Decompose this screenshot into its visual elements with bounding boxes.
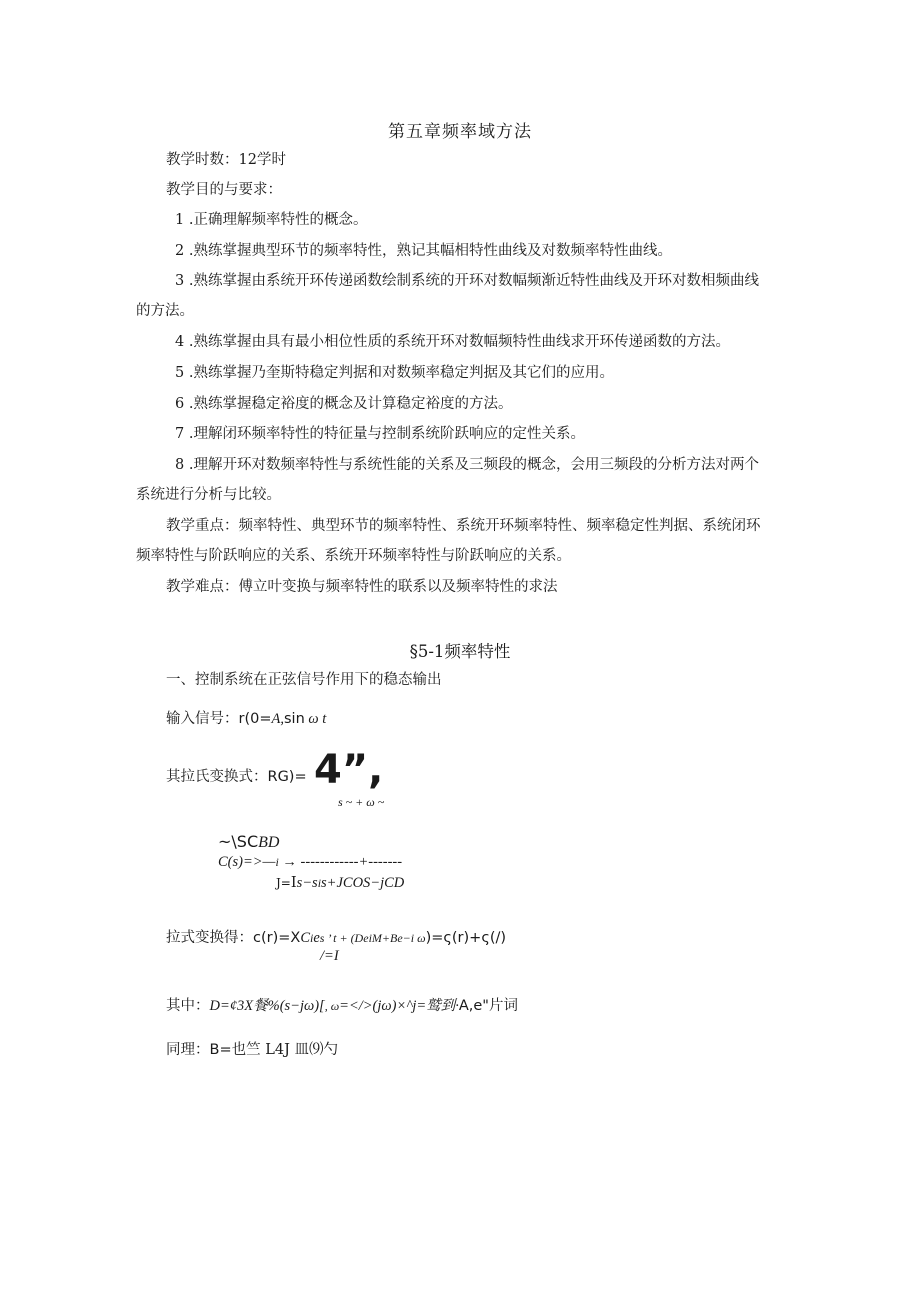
goal-item: 8 .理解开环对数频率特性与系统性能的关系及三频段的概念，会用三频段的分析方法对两个 bbox=[175, 457, 759, 473]
goal-item: 5 .熟练掌握乃奎斯特稳定判据和对数频率稳定判据及其它们的应用。 bbox=[175, 365, 614, 381]
goal-item: 4 .熟练掌握由具有最小相位性质的系统开环对数幅频特性曲线求开环传递函数的方法。 bbox=[175, 334, 730, 350]
laplace-line bbox=[166, 767, 307, 787]
where-d: A,e" bbox=[458, 998, 489, 1014]
eq-bot-b: I bbox=[290, 875, 297, 891]
input-expr-wt: ω t bbox=[304, 711, 327, 727]
eq-mid-a: C(s)=>— bbox=[218, 854, 276, 870]
key-points-continued: 频率特性与阶跃响应的关系、系统开环频率特性与阶跃响应的关系。 bbox=[136, 548, 571, 564]
eq-top-b: BD bbox=[258, 834, 280, 851]
inverse-laplace-line bbox=[166, 928, 506, 948]
teaching-hours: 教学时数：12学时 bbox=[166, 152, 286, 168]
laplace-expr: RG)= bbox=[267, 769, 307, 785]
laplace-numerator: 4”, bbox=[314, 747, 384, 793]
inverse-b: C bbox=[300, 930, 311, 946]
input-expr-sin: sin bbox=[283, 711, 305, 727]
eq-bot-a: J= bbox=[276, 876, 291, 890]
eq-mid bbox=[218, 852, 402, 872]
eq-bot-e: s+JCOS−jCD bbox=[321, 875, 405, 891]
eq-bottom bbox=[276, 873, 404, 893]
laplace-denominator: s ~ + ω ~ bbox=[338, 795, 385, 809]
inverse-sum-index: /=I bbox=[320, 948, 339, 964]
inverse-h: −i ω bbox=[402, 931, 426, 945]
same-label: 同理： bbox=[166, 1042, 210, 1058]
where-a: D=¢3X餐%(s−jω)[ bbox=[209, 998, 325, 1014]
section-title: §5-1频率特性 bbox=[409, 642, 511, 661]
laplace-label: 其拉氏变换式： bbox=[166, 769, 268, 785]
eq-bot-d: i bbox=[317, 876, 322, 890]
chapter-title: 第五章频率域方法 bbox=[388, 122, 532, 142]
input-label: 输入信号： bbox=[166, 711, 239, 727]
goal-item: 1 .正确理解频率特性的概念。 bbox=[175, 212, 368, 228]
input-expr-amp: A, bbox=[271, 711, 284, 727]
goal-item: 7 .理解闭环频率特性的特征量与控制系统阶跃响应的定性关系。 bbox=[175, 426, 585, 442]
goal-item-continued: 的方法。 bbox=[136, 303, 194, 319]
where-c: =</>(jω)×^j=鹫到· bbox=[339, 998, 459, 1014]
subsection-heading: 一、控制系统在正弦信号作用下的稳态输出 bbox=[166, 672, 442, 688]
where-b: , ω bbox=[324, 999, 340, 1013]
same-b: 也竺 L4J 皿⑼勺 bbox=[231, 1042, 338, 1058]
inverse-d: e bbox=[313, 930, 320, 946]
inverse-a: c(r)=X bbox=[253, 930, 301, 946]
difficulty: 教学难点：傅立叶变换与频率特性的联系以及频率特性的求法 bbox=[166, 579, 558, 595]
goal-item: 2 .熟练掌握典型环节的频率特性，熟记其幅相特性曲线及对数频率特性曲线。 bbox=[175, 243, 672, 259]
where-label: 其中： bbox=[166, 998, 210, 1014]
goal-item-continued: 系统进行分析与比较。 bbox=[136, 487, 281, 503]
goals-heading: 教学目的与要求： bbox=[166, 182, 282, 198]
eq-top bbox=[218, 832, 279, 853]
inverse-c: i bbox=[310, 931, 314, 945]
same-a: B= bbox=[209, 1042, 232, 1058]
inverse-label: 拉式变换得： bbox=[166, 930, 253, 946]
eq-mid-b: i bbox=[275, 855, 279, 869]
eq-top-a: ~\SC bbox=[218, 832, 259, 851]
key-points: 教学重点：频率特性、典型环节的频率特性、系统开环频率特性、频率稳定性判据、系统闭环 bbox=[166, 518, 761, 534]
input-signal-line bbox=[166, 709, 326, 729]
goal-item: 6 .熟练掌握稳定裕度的概念及计算稳定裕度的方法。 bbox=[175, 396, 513, 412]
inverse-f: iM bbox=[368, 931, 382, 945]
where-e: 片词 bbox=[488, 998, 518, 1014]
inverse-g: +Be bbox=[381, 931, 403, 945]
eq-mid-c: → ------------+------- bbox=[278, 854, 403, 870]
input-expr: r(0= bbox=[238, 711, 272, 727]
goal-item: 3 .熟练掌握由系统开环传递函数绘制系统的开环对数幅频渐近特性曲线及开环对数相频曲线 bbox=[175, 273, 759, 289]
inverse-e: s ’ t + (De bbox=[319, 931, 369, 945]
same-line bbox=[166, 1040, 338, 1060]
where-line bbox=[166, 996, 518, 1016]
inverse-i: )=ς(r)+ς(∕) bbox=[425, 930, 507, 946]
eq-bot-c: s−s bbox=[296, 875, 318, 891]
